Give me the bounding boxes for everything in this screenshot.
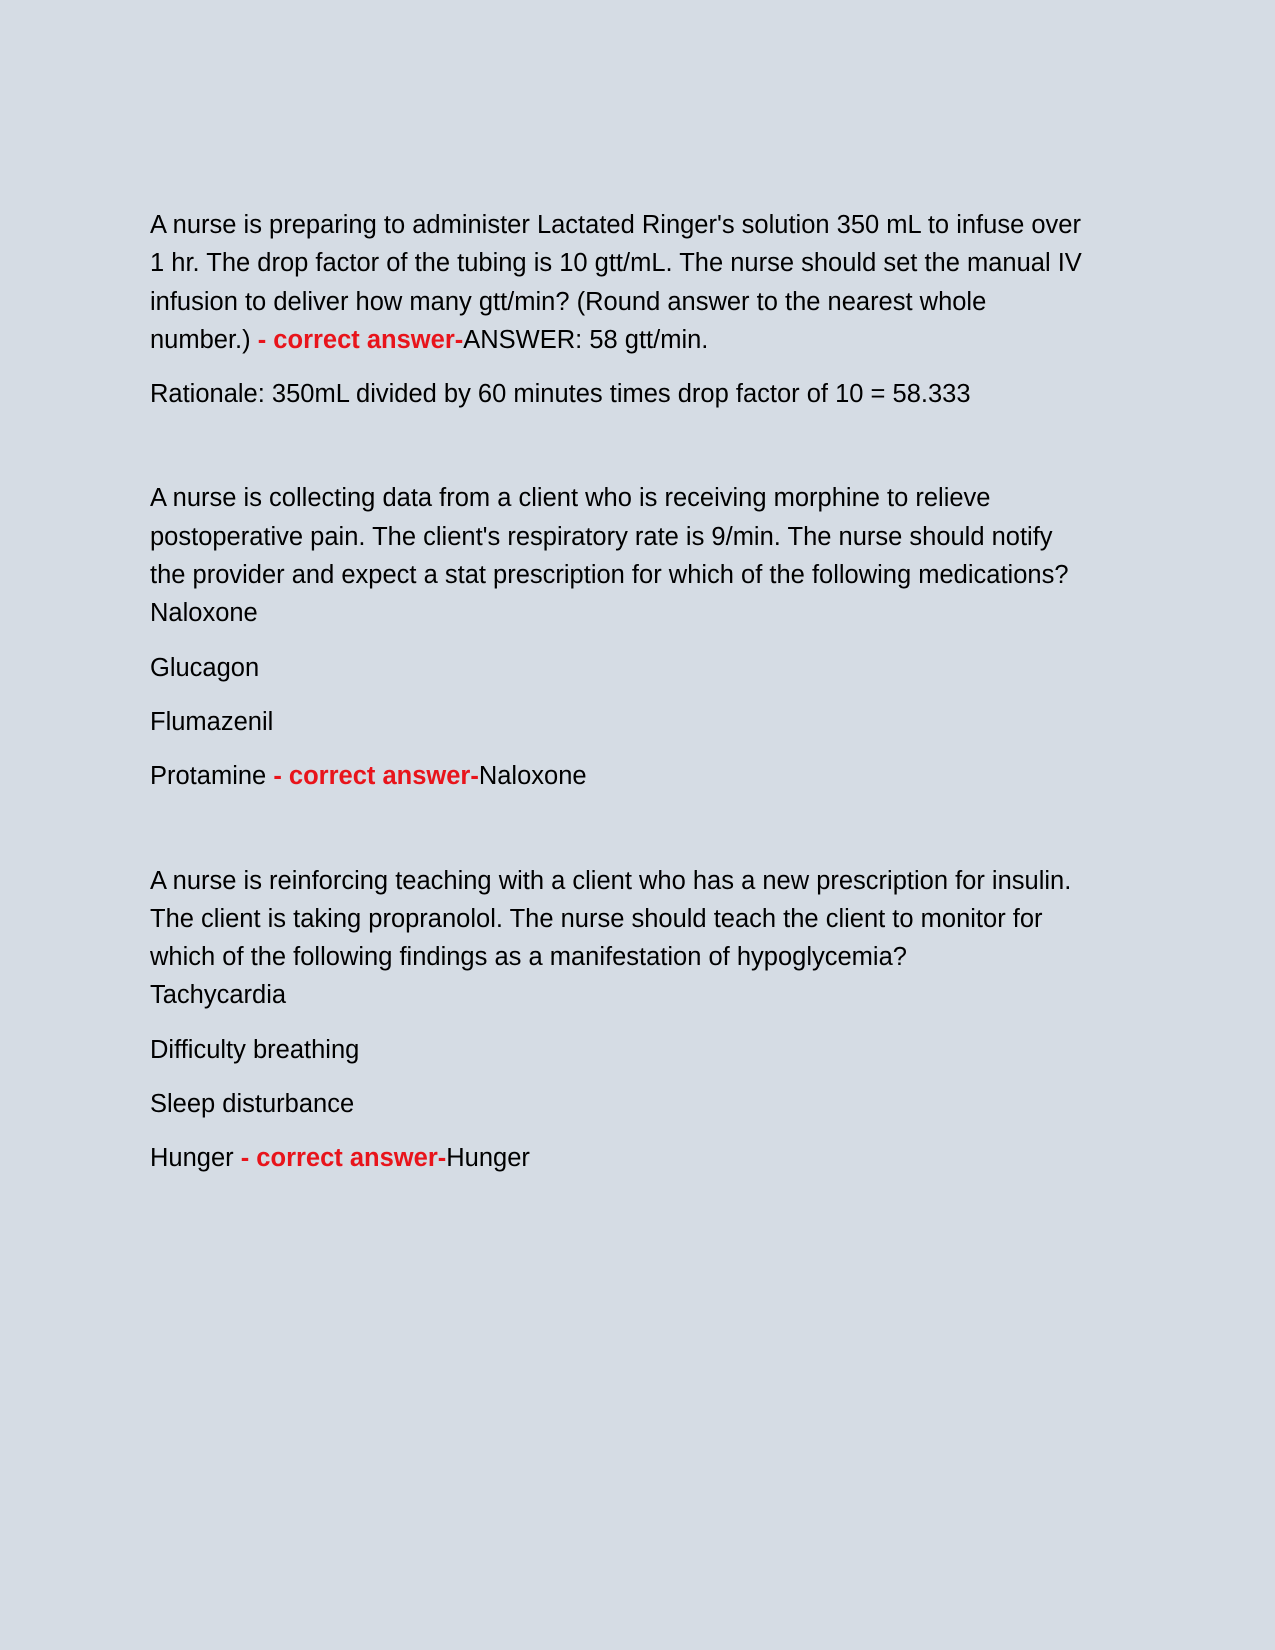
question-1-rationale: Rationale: 350mL divided by 60 minutes times drop factor of 10 = 58.333 [150,380,971,409]
correct-answer-label: - correct answer- [240,1144,447,1173]
option-item: Glucagon [150,653,260,682]
question-1 [150,206,1085,359]
question-1-text: A nurse is preparing to administer Lactated Ringer's solution 350 mL to infuse over 1 hr. The drop factor of the tubing is 10 gtt/mL. The nurse should set the manual IV infusion to deliver how many gtt/min? (Round answer to the nearest whole number.) [150,211,1082,354]
question-1-answer: ANSWER: 58 gtt/min. [463,325,709,354]
question-2-text: A nurse is collecting data from a client who is receiving morphine to relieve postoperative pain. The client's respiratory rate is 9/min. The nurse should notify the provider and expect a stat prescription for which of the following medications? [150,484,1069,590]
option-item: Difficulty breathing [150,1035,360,1064]
option-label: Protamine [150,762,267,791]
correct-answer-label: - correct answer- [273,762,479,791]
option-item: Naloxone [150,599,258,628]
option-item-with-answer [150,757,1085,795]
option-item: Flumazenil [150,707,274,736]
question-2-answer: Naloxone [478,762,587,791]
question-3-options [150,976,1085,1177]
option-item: Tachycardia [150,981,287,1010]
correct-answer-label: - correct answer- [257,325,464,354]
question-3-answer: Hunger [446,1144,530,1173]
option-label: Hunger [150,1144,234,1173]
question-3-text: A nurse is reinforcing teaching with a client who has a new prescription for insulin. The client is taking propranolol. The nurse should teach the client to monitor for which of the following findings as a manifestation of hypoglycemia? [150,866,1072,972]
question-2-options [150,594,1085,795]
option-item-with-answer [150,1139,1085,1177]
option-item: Sleep disturbance [150,1090,355,1119]
